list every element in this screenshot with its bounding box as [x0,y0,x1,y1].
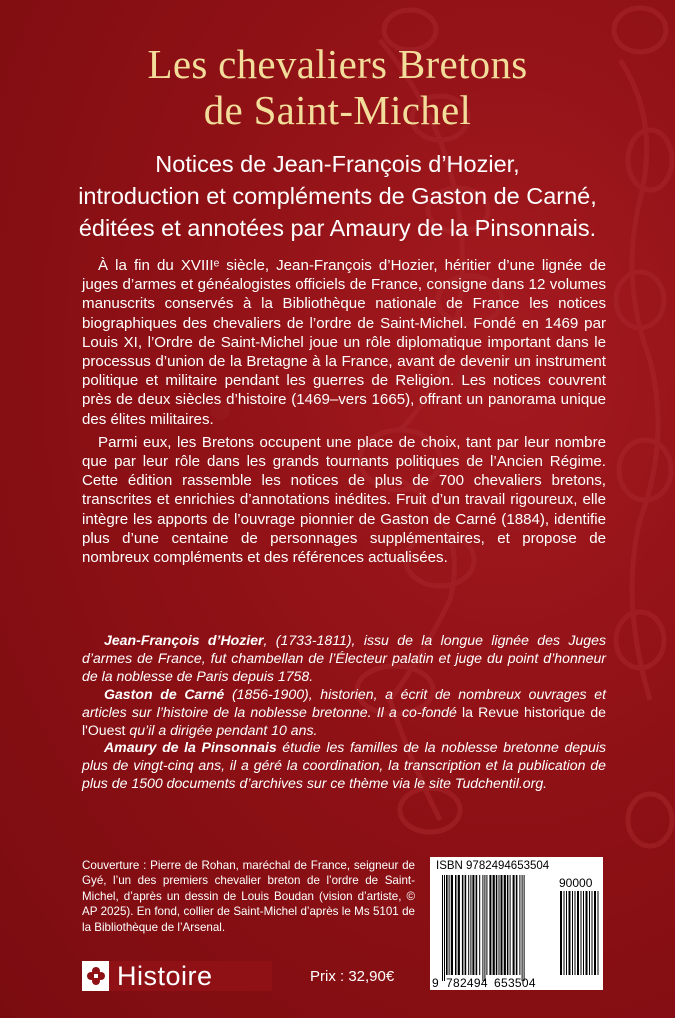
barcode-digit-first: 9 [432,976,439,990]
summary-text [82,256,606,567]
barcode-bar [482,875,483,981]
collection-label: Histoire [109,961,272,991]
barcode-bar [472,875,474,975]
barcode-addon-bar [569,891,571,975]
barcode-bar [449,875,450,975]
barcode-addon-bar [572,891,573,975]
barcode-addon-bar [564,891,565,975]
bio-carne [82,686,606,740]
summary-paragraph: À la fin du XVIIIᵉ siècle, Jean-François d’Hozier, héritier d’une lignée de juges d’armes et généalogistes officiels de France, consigne dans 12 volumes manuscrits conservés à la Bibliothèque nationale de France les notices biographiques des chevaliers de l’ordre de Saint-Michel. Fondé en 1469 par Louis XI, l’Ordre de Saint-Michel joue un rôle diplomatique important dans le processus d’union de la Bretagne à la France, avant de devenir un instrument politique et militaire pendant les guerres de Religion. Les notices couvrent près de deux siècles d’histoire (1469–vers 1665), offrant un panorama unique des élites militaires. [82,257,606,428]
isbn-barcode [430,857,603,990]
barcode-bar [465,875,467,975]
barcode-bar [458,875,460,975]
barcode-bar [499,875,500,975]
bio-text: (1856-1900), historien, a écrit de nombreux ouvrages et articles sur l’histoire de la noblesse bretonne. Il a co-fondé [82,685,607,720]
subtitle-line: introduction et compléments de Gaston de Carné, [78,183,597,209]
barcode-bar [522,875,523,981]
bio-pinsonnais [82,739,606,793]
bio-text: qu’il a dirigée pendant 10 ans. [125,721,318,738]
barcode-bar [476,875,478,975]
barcode-addon-bar [583,891,584,975]
barcode-digits-left: 782494 [446,976,488,990]
barcode-addon: 90000 [559,876,593,890]
barcode-bar [519,875,520,975]
barcode-bar [524,875,525,981]
summary-paragraph: Parmi eux, les Bretons occupent une place de choix, tant par leur nombre que par leur rôle dans les grands tournants politiques de l’Ancien Régime. Cette édition rassemble les notices de plus de 700 chevaliers bretons, transcrites et enrichies d’annotations inédites. Fruit d’un travail rigoureux, elle intègre les apports de l’ouvrage pionnier de Gaston de Carné (1884), identifie plus d’une centaine de personnages supplémentaires, et propose de nombreux compléments et des références actualisées. [82,433,606,567]
barcode-addon-bar [581,891,582,975]
barcode-addon-bar [566,891,567,975]
bio-name: Amaury de la Pinsonnais [104,739,277,756]
barcode-bar [455,875,457,975]
bio-hozier [82,632,606,686]
bio-text: étudie les familles de la noblesse bretonne depuis plus de vingt-cinq ans, il a géré la coordination, la transcription et la publication de plus de 1500 documents d’archives sur ce thème via le site Tudchentil.org. [82,739,606,792]
bio-name: Gaston de Carné [104,685,225,702]
barcode-bar [513,875,515,975]
barcode-digits-right: 653504 [494,976,536,990]
barcode-bar [504,875,506,975]
isbn-number: ISBN 9782494653504 [436,860,550,872]
barcode-bar [444,875,445,981]
barcode-addon-bar [586,891,588,975]
barcode-bar [479,875,480,975]
barcode-bar [486,875,487,975]
bio-text: , (1733-1811), issu de la longue lignée des Juges d’armes de France, fut chambellan de l’Électeur palatin et juge du point d’honneur de la noblesse de Paris depuis 1758. [82,632,606,684]
collection-logo [82,961,272,991]
barcode-bar [484,875,485,981]
barcode-bar [468,875,469,975]
bio-name: Jean-François d’Hozier [104,632,264,648]
book-title-line-2: de Saint-Michel [203,87,472,133]
cross-ermine-icon [82,961,109,991]
barcode-bar [451,875,453,975]
barcode-bar [516,875,518,975]
barcode-bar [462,875,464,975]
barcode-addon-bar [592,891,593,975]
barcode-bar [510,875,511,975]
barcode-addon-bar [589,891,590,975]
subtitle-line: éditées et annotées par Amaury de la Pinsonnais. [78,215,597,241]
subtitle-line: Notices de Jean-François d’Hozier, [155,151,520,177]
subtitle [20,148,655,244]
barcode-addon-bar [594,891,596,975]
barcode-addon-bar [560,891,562,975]
barcode-bar [496,875,498,975]
book-title-line-1: Les chevaliers Bretons [147,41,528,87]
barcode-bar [501,875,503,975]
barcode-bar [493,875,495,975]
barcode-addon-bar [598,891,599,975]
price: Prix : 32,90€ [310,968,395,985]
barcode-bar [489,875,491,975]
author-bios [82,632,606,793]
cover-credit: Couverture : Pierre de Rohan, maréchal de France, seigneur de Gyé, l’un des premiers chevalier breton de l’ordre de Saint-Michel, d’après un dessin de Louis Boudan (vision d’artiste, © AP 2025). En fond, collier de Saint-Michel d’après le Ms 5101 de la Bibliothèque de l’Arsenal. [82,859,415,934]
barcode-bar [446,875,448,975]
barcode-bar [507,875,509,975]
journal-title: la Revue historique de l'Ouest [82,703,606,738]
barcode-addon-bar [575,891,576,975]
barcode-addon-bar [577,891,579,975]
barcode-bar [470,875,471,975]
barcode-bar [442,875,443,981]
